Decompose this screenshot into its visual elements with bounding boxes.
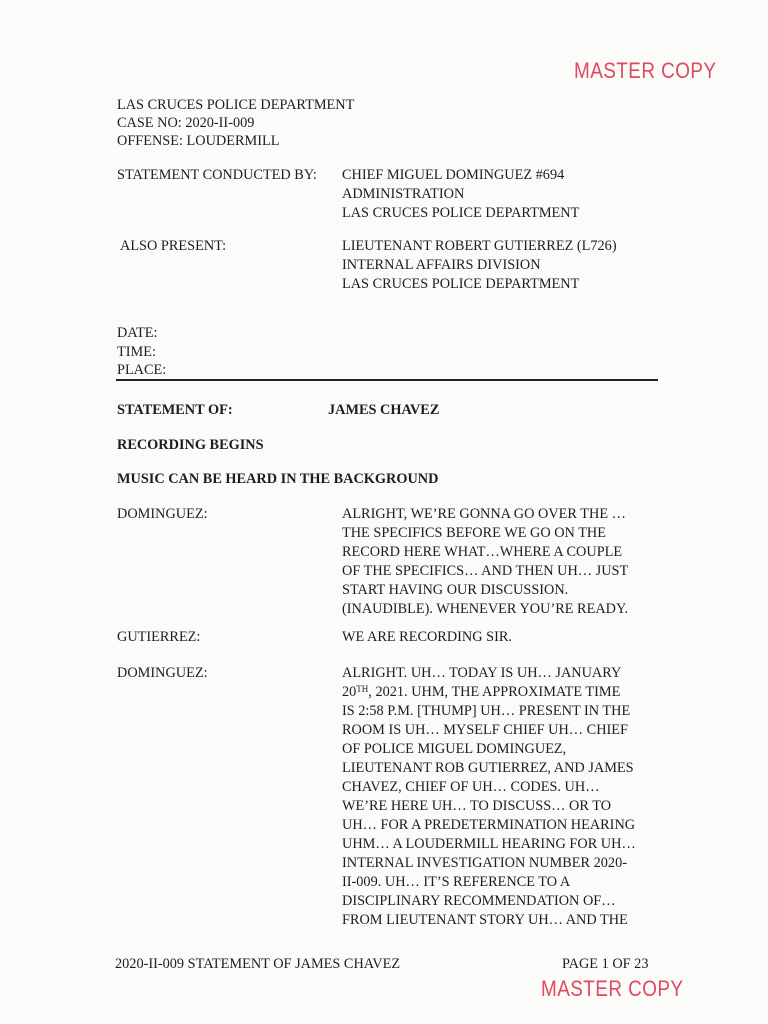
also-present-line: INTERNAL AFFAIRS DIVISION [342, 257, 541, 273]
also-present-line: LAS CRUCES POLICE DEPARTMENT [342, 276, 580, 292]
conducted-by-line: ADMINISTRATION [342, 186, 465, 202]
speech-line-with-date [342, 683, 636, 702]
footer-left: 2020-II-009 STATEMENT OF JAMES CHAVEZ [115, 956, 401, 972]
master-copy-stamp-top: MASTER COPY [574, 58, 717, 83]
date-rest: , 2021. UHM, THE APPROXIMATE TIME [368, 684, 621, 700]
speech-line: FROM LIEUTENANT STORY UH… AND THE [342, 912, 628, 928]
speech-line: WE’RE HERE UH… TO DISCUSS… OR TO [342, 798, 612, 814]
conducted-by-line: CHIEF MIGUEL DOMINGUEZ #694 [342, 167, 565, 183]
recording-begins: RECORDING BEGINS [117, 437, 264, 453]
place-label: PLACE: [117, 362, 167, 378]
speech-line: OF POLICE MIGUEL DOMINGUEZ, [342, 741, 567, 757]
speech-block [342, 505, 628, 619]
also-present-details [342, 237, 617, 294]
speech-line: (INAUDIBLE). WHENEVER YOU’RE READY. [342, 601, 629, 617]
speech-line: ROOM IS UH… MYSELF CHIEF UH… CHIEF [342, 722, 628, 738]
speech-line: RECORD HERE WHAT…WHERE A COUPLE [342, 544, 623, 560]
speech-line: ALRIGHT, WE’RE GONNA GO OVER THE … [342, 506, 626, 522]
date-label: DATE: [117, 325, 158, 341]
speech-line: LIEUTENANT ROB GUTIERREZ, AND JAMES [342, 760, 634, 776]
speech-line: OF THE SPECIFICS… AND THEN UH… JUST [342, 563, 629, 579]
speech-line: UHM… A LOUDERMILL HEARING FOR UH… [342, 836, 636, 852]
date-day: 20 [342, 684, 357, 700]
music-note: MUSIC CAN BE HEARD IN THE BACKGROUND [117, 471, 439, 487]
statement-of-label: STATEMENT OF: [117, 402, 233, 418]
header-case-no: CASE NO: 2020-II-009 [117, 115, 255, 131]
speaker-label: DOMINGUEZ: [117, 665, 208, 681]
master-copy-stamp-bottom: MASTER COPY [541, 976, 684, 1001]
speech-line: THE SPECIFICS BEFORE WE GO ON THE [342, 525, 606, 541]
speech-line: START HAVING OUR DISCUSSION. [342, 582, 569, 598]
header-offense: OFFENSE: LOUDERMILL [117, 133, 280, 149]
speaker-label: GUTIERREZ: [117, 629, 201, 645]
speech-line: DISCIPLINARY RECOMMENDATION OF… [342, 893, 616, 909]
date-suffix: TH [356, 684, 369, 694]
speech-line: UH… FOR A PREDETERMINATION HEARING [342, 817, 636, 833]
time-label: TIME: [117, 344, 156, 360]
also-present-line: LIEUTENANT ROBERT GUTIERREZ (L726) [342, 238, 617, 254]
conducted-by-line: LAS CRUCES POLICE DEPARTMENT [342, 205, 580, 221]
speech-line: INTERNAL INVESTIGATION NUMBER 2020- [342, 855, 627, 871]
speech-block [342, 628, 512, 647]
divider-rule [116, 379, 658, 381]
statement-of-name: JAMES CHAVEZ [328, 402, 440, 418]
speech-block [342, 664, 636, 930]
speech-line: ALRIGHT. UH… TODAY IS UH… JANUARY [342, 665, 622, 681]
footer-page-number: PAGE 1 OF 23 [562, 956, 649, 972]
also-present-label: ALSO PRESENT: [120, 238, 227, 254]
speaker-label: DOMINGUEZ: [117, 506, 208, 522]
header-department: LAS CRUCES POLICE DEPARTMENT [117, 97, 355, 113]
conducted-by-label: STATEMENT CONDUCTED BY: [117, 167, 317, 183]
speech-line: IS 2:58 P.M. [THUMP] UH… PRESENT IN THE [342, 703, 631, 719]
speech-line: WE ARE RECORDING SIR. [342, 629, 512, 645]
conducted-by-details [342, 166, 579, 223]
speech-line: II-009. UH… IT’S REFERENCE TO A [342, 874, 571, 890]
speech-line: CHAVEZ, CHIEF OF UH… CODES. UH… [342, 779, 600, 795]
